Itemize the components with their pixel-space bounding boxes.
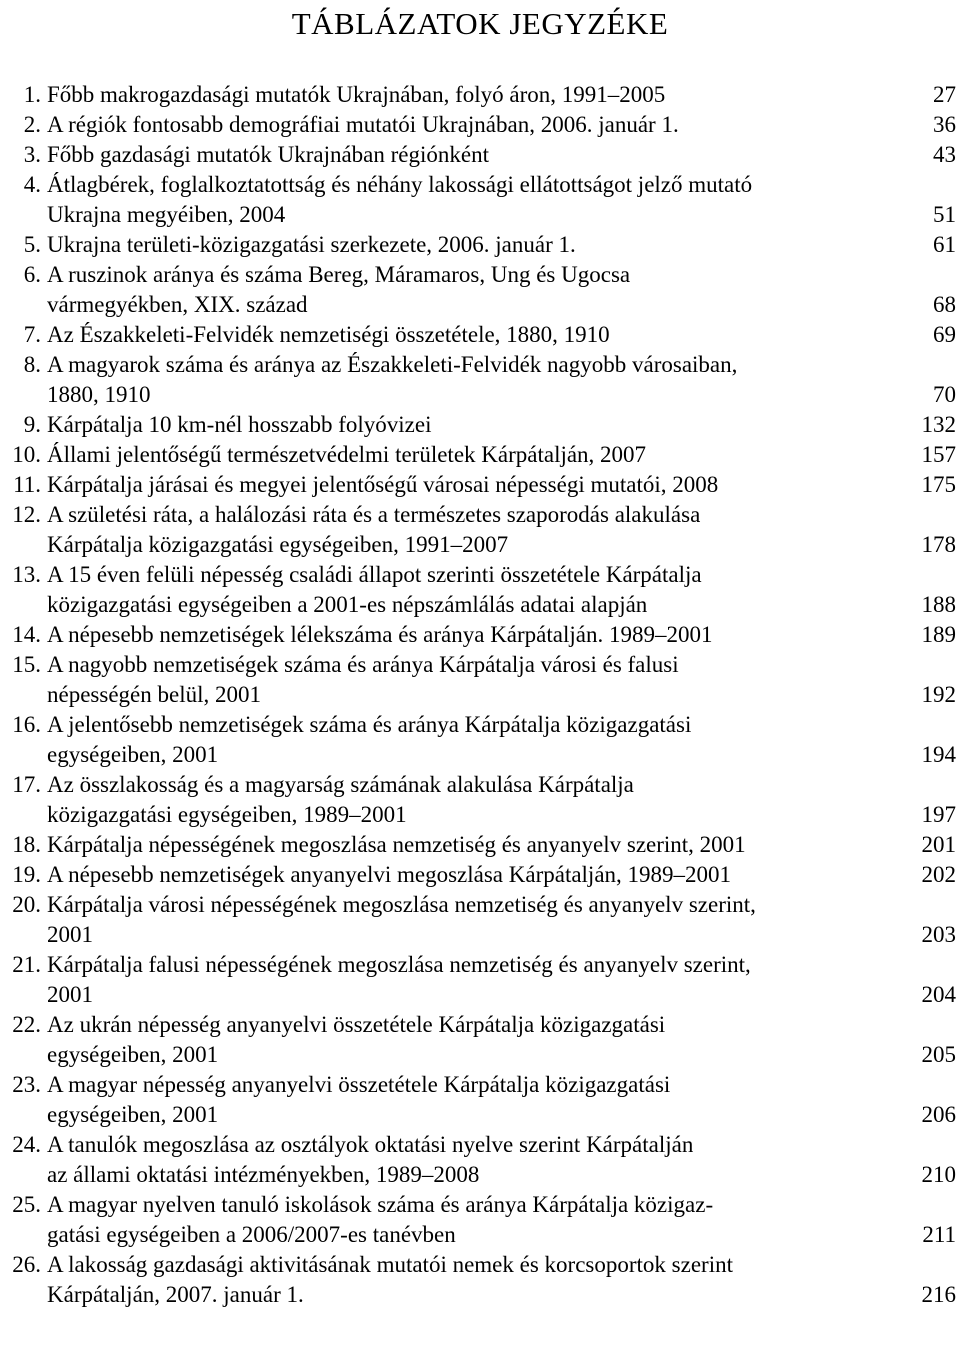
- item-number: 26.: [12, 1252, 41, 1277]
- item-title-line: A népesebb nemzetiségek anyanyelvi megoszlása Kárpátalján, 1989–2001: [47, 862, 732, 887]
- item-title-line: közigazgatási egységeiben, 1989–2001: [47, 802, 407, 827]
- table-list-item: [0, 500, 960, 560]
- item-title-line: Kárpátalja járásai és megyei jelentőségű városai népességi mutatói, 2008: [47, 472, 719, 497]
- item-page-number: 202: [921, 862, 956, 887]
- item-title-line: A nagyobb nemzetiségek száma és aránya Kárpátalja városi és falusi: [47, 652, 679, 677]
- item-page-number: 189: [921, 622, 956, 647]
- item-title-line: Átlagbérek, foglalkoztatottság és néhány lakossági ellátottságot jelző mutató: [47, 172, 753, 197]
- item-title-line: közigazgatási egységeiben a 2001-es népszámlálás adatai alapján: [47, 592, 648, 617]
- item-title-line: Kárpátalja 10 km-nél hosszabb folyóvizei: [47, 412, 432, 437]
- item-page-number: 61: [933, 232, 956, 257]
- item-title: [47, 110, 882, 140]
- item-page-number: 201: [921, 832, 956, 857]
- item-title: [47, 950, 882, 1010]
- item-title-line: egységeiben, 2001: [47, 742, 219, 767]
- item-title: [47, 1130, 882, 1190]
- item-number: 12.: [12, 502, 41, 527]
- item-title: [47, 230, 882, 260]
- item-title-line: 1880, 1910: [47, 382, 151, 407]
- item-number: 7.: [23, 322, 41, 347]
- item-title-line: Kárpátalja falusi népességének megoszlása nemzetiség és anyanyelv szerint,: [47, 952, 751, 977]
- table-list-item: [0, 440, 960, 470]
- item-title-line: Kárpátalján, 2007. január 1.: [47, 1282, 304, 1307]
- item-number: 16.: [12, 712, 41, 737]
- table-list-item: [0, 710, 960, 770]
- item-page-number: 197: [921, 802, 956, 827]
- item-title-line: A tanulók megoszlása az osztályok oktatási nyelve szerint Kárpátalján: [47, 1132, 694, 1157]
- item-title: [47, 320, 882, 350]
- item-number: 5.: [23, 232, 41, 257]
- item-title-line: A 15 éven felüli népesség családi állapot szerinti összetétele Kárpátalja: [47, 562, 702, 587]
- table-list-item: [0, 110, 960, 140]
- page-title: TÁBLÁZATOK JEGYZÉKE: [291, 6, 669, 41]
- item-title: [47, 440, 882, 470]
- item-title: [47, 650, 882, 710]
- item-title-line: Főbb gazdasági mutatók Ukrajnában régiónként: [47, 142, 489, 167]
- table-list-item: [0, 650, 960, 710]
- item-number: 10.: [12, 442, 41, 467]
- item-number: 9.: [23, 412, 41, 437]
- item-number: 11.: [13, 472, 41, 497]
- item-title-line: az állami oktatási intézményekben, 1989–2008: [47, 1162, 480, 1187]
- item-title: [47, 1250, 882, 1310]
- item-title-line: Kárpátalja városi népességének megoszlása nemzetiség és anyanyelv szerint,: [47, 892, 756, 917]
- item-title: [47, 770, 882, 830]
- item-number: 23.: [12, 1072, 41, 1097]
- item-number: 17.: [12, 772, 41, 797]
- table-list-item: [0, 410, 960, 440]
- item-title: [47, 1010, 882, 1070]
- item-title: [47, 560, 882, 620]
- item-title-line: A lakosság gazdasági aktivitásának mutatói nemek és korcsoportok szerint: [47, 1252, 733, 1277]
- item-title-line: Ukrajna területi-közigazgatási szerkezete, 2006. január 1.: [47, 232, 576, 257]
- item-number: 2.: [23, 112, 41, 137]
- item-number: 25.: [12, 1192, 41, 1217]
- table-list-item: [0, 620, 960, 650]
- table-list-item: [0, 1250, 960, 1310]
- item-title-line: A magyarok száma és aránya az Északkeleti-Felvidék nagyobb városaiban,: [47, 352, 738, 377]
- table-list-item: [0, 770, 960, 830]
- item-page-number: 36: [933, 112, 956, 137]
- item-title: [47, 470, 882, 500]
- table-list-item: [0, 950, 960, 1010]
- item-title: [47, 80, 882, 110]
- item-title-line: A születési ráta, a halálozási ráta és a természetes szaporodás alakulása: [47, 502, 701, 527]
- item-page-number: 27: [933, 82, 956, 107]
- item-page-number: 51: [933, 202, 956, 227]
- item-title: [47, 620, 882, 650]
- item-title-line: Kárpátalja népességének megoszlása nemzetiség és anyanyelv szerint, 2001: [47, 832, 746, 857]
- item-title-line: Ukrajna megyéiben, 2004: [47, 202, 286, 227]
- item-title-line: A magyar népesség anyanyelvi összetétele Kárpátalja közigazgatási: [47, 1072, 671, 1097]
- item-page-number: 210: [921, 1162, 956, 1187]
- item-number: 19.: [12, 862, 41, 887]
- table-list-item: [0, 230, 960, 260]
- item-page-number: 70: [933, 382, 956, 407]
- item-title-line: A régiók fontosabb demográfiai mutatói Ukrajnában, 2006. január 1.: [47, 112, 679, 137]
- item-title-line: vármegyékben, XIX. század: [47, 292, 308, 317]
- item-page-number: 194: [921, 742, 956, 767]
- item-title-line: 2001: [47, 982, 93, 1007]
- item-title-line: Az Északkeleti-Felvidék nemzetiségi összetétele, 1880, 1910: [47, 322, 610, 347]
- item-page-number: 175: [921, 472, 956, 497]
- table-list-item: [0, 350, 960, 410]
- item-title-line: gatási egységeiben a 2006/2007-es tanévben: [47, 1222, 456, 1247]
- table-list-item: [0, 830, 960, 860]
- item-title-line: A jelentősebb nemzetiségek száma és aránya Kárpátalja közigazgatási: [47, 712, 692, 737]
- item-title-line: 2001: [47, 922, 93, 947]
- item-number: 18.: [12, 832, 41, 857]
- item-title-line: A népesebb nemzetiségek lélekszáma és aránya Kárpátalján. 1989–2001: [47, 622, 713, 647]
- item-page-number: 211: [922, 1222, 956, 1247]
- item-title-line: Az összlakosság és a magyarság számának alakulása Kárpátalja: [47, 772, 634, 797]
- item-title-line: Az ukrán népesség anyanyelvi összetétele Kárpátalja közigazgatási: [47, 1012, 666, 1037]
- item-title-line: Kárpátalja közigazgatási egységeiben, 1991–2007: [47, 532, 509, 557]
- table-list-item: [0, 260, 960, 320]
- item-page-number: 206: [921, 1102, 956, 1127]
- table-list-item: [0, 170, 960, 230]
- table-list-item: [0, 890, 960, 950]
- item-number: 1.: [23, 82, 41, 107]
- item-title-line: Főbb makrogazdasági mutatók Ukrajnában, folyó áron, 1991–2005: [47, 82, 666, 107]
- table-list-item: [0, 1070, 960, 1130]
- item-number: 6.: [23, 262, 41, 287]
- table-list-item: [0, 80, 960, 110]
- item-page-number: 203: [921, 922, 956, 947]
- table-list-item: [0, 1190, 960, 1250]
- item-number: 4.: [23, 172, 41, 197]
- item-number: 14.: [12, 622, 41, 647]
- item-title: [47, 140, 882, 170]
- table-list-item: [0, 1010, 960, 1070]
- item-title: [47, 890, 882, 950]
- item-title-line: népességén belül, 2001: [47, 682, 261, 707]
- item-page-number: 43: [933, 142, 956, 167]
- item-title: [47, 830, 882, 860]
- table-list-item: [0, 140, 960, 170]
- item-number: 15.: [12, 652, 41, 677]
- table-list-item: [0, 1130, 960, 1190]
- item-page-number: 157: [921, 442, 956, 467]
- item-page-number: 204: [921, 982, 956, 1007]
- item-page-number: 188: [921, 592, 956, 617]
- item-title: [47, 350, 882, 410]
- table-list-item: [0, 320, 960, 350]
- item-number: 22.: [12, 1012, 41, 1037]
- item-page-number: 178: [921, 532, 956, 557]
- table-list-item: [0, 560, 960, 620]
- item-number: 8.: [23, 352, 41, 377]
- item-number: 3.: [23, 142, 41, 167]
- item-title-line: Állami jelentőségű természetvédelmi területek Kárpátalján, 2007: [47, 442, 647, 467]
- table-list-item: [0, 470, 960, 500]
- item-title: [47, 410, 882, 440]
- item-number: 24.: [12, 1132, 41, 1157]
- item-title: [47, 1190, 882, 1250]
- item-title: [47, 710, 882, 770]
- item-number: 20.: [12, 892, 41, 917]
- item-title-line: A ruszinok aránya és száma Bereg, Máramaros, Ung és Ugocsa: [47, 262, 631, 287]
- table-list-item: [0, 860, 960, 890]
- table-list: [0, 80, 960, 1310]
- item-title: [47, 1070, 882, 1130]
- item-page-number: 205: [921, 1042, 956, 1067]
- item-title: [47, 170, 882, 230]
- item-title: [47, 860, 882, 890]
- item-page-number: 192: [921, 682, 956, 707]
- item-page-number: 216: [921, 1282, 956, 1307]
- item-page-number: 132: [921, 412, 956, 437]
- item-title-line: A magyar nyelven tanuló iskolások száma és aránya Kárpátalja közigaz-: [47, 1192, 714, 1217]
- item-title: [47, 500, 882, 560]
- item-title-line: egységeiben, 2001: [47, 1042, 219, 1067]
- item-page-number: 69: [933, 322, 956, 347]
- item-number: 13.: [12, 562, 41, 587]
- item-title-line: egységeiben, 2001: [47, 1102, 219, 1127]
- item-page-number: 68: [933, 292, 956, 317]
- item-title: [47, 260, 882, 320]
- item-number: 21.: [12, 952, 41, 977]
